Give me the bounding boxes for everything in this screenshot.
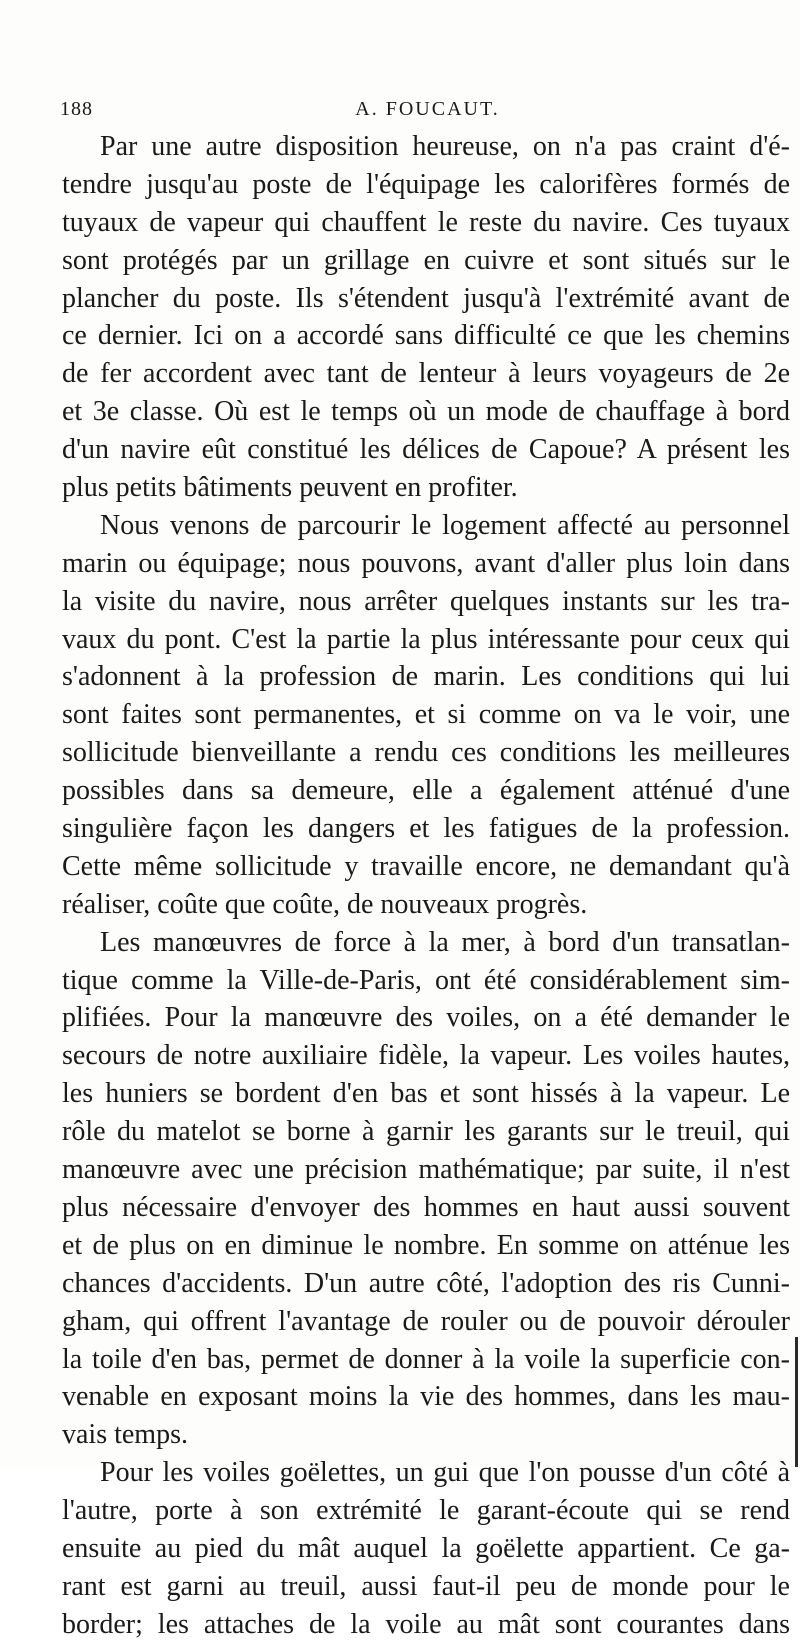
text-line: plifiées. Pour la manœuvre des voiles, on a été demander le: [62, 1002, 790, 1034]
page-number: 188: [60, 98, 93, 120]
text-line: tique comme la Ville-de-Paris, ont été considérablement sim-: [62, 964, 790, 996]
page-edge-mark: [795, 1337, 798, 1467]
text-line: singulière façon les dangers et les fatigues de la profession.: [62, 813, 790, 845]
text-line: Cette même sollicitude y travaille encore, ne demandant qu'à: [62, 850, 790, 882]
text-line: Nous venons de parcourir le logement affecté au personnel: [100, 509, 790, 541]
text-line: marin ou équipage; nous pouvons, avant d'aller plus loin dans: [62, 547, 790, 579]
text-line: tendre jusqu'au poste de l'équipage les calorifères formés de: [62, 168, 790, 200]
body-text: [62, 128, 790, 1644]
text-line: venable en exposant moins la vie des hommes, dans les mau-: [62, 1381, 790, 1413]
text-line: sont faites sont permanentes, et si comme on va le voir, une: [62, 699, 790, 731]
text-line: secours de notre auxiliaire fidèle, la vapeur. Les voiles hautes,: [62, 1040, 790, 1072]
text-line: manœuvre avec une précision mathématique; par suite, il n'est: [62, 1154, 790, 1186]
text-line: vaux du pont. C'est la partie la plus intéressante pour ceux qui: [62, 623, 790, 655]
text-line: les huniers se bordent d'en bas et sont hissés à la vapeur. Le: [62, 1078, 790, 1110]
text-line: sollicitude bienveillante a rendu ces conditions les meilleures: [62, 737, 790, 769]
text-line: la visite du navire, nous arrêter quelques instants sur les tra-: [62, 585, 790, 617]
text-line: l'autre, porte à son extrémité le garant-écoute qui se rend: [62, 1495, 790, 1527]
text-line: réaliser, coûte que coûte, de nouveaux progrès.: [62, 888, 588, 920]
text-line: chances d'accidents. D'un autre côté, l'adoption des ris Cunni-: [62, 1267, 790, 1299]
text-line: la toile d'en bas, permet de donner à la voile la superficie con-: [62, 1343, 790, 1375]
text-line: et 3e classe. Où est le temps où un mode de chauffage à bord: [62, 396, 790, 428]
text-line: Pour les voiles goëlettes, un gui que l'on pousse d'un côté à: [100, 1457, 790, 1489]
text-line: sont protégés par un grillage en cuivre et sont situés sur le: [62, 244, 790, 276]
text-line: border; les attaches de la voile au mât sont courantes dans: [62, 1608, 790, 1640]
text-line: rant est garni au treuil, aussi faut-il peu de monde pour le: [62, 1570, 790, 1602]
text-line: ce dernier. Ici on a accordé sans difficulté ce que les chemins: [62, 320, 790, 352]
text-line: Par une autre disposition heureuse, on n'a pas craint d'é-: [100, 131, 790, 162]
text-line: ensuite au pied du mât auquel la goëlette appartient. Ce ga-: [62, 1532, 790, 1564]
text-line: s'adonnent à la profession de marin. Les conditions qui lui: [62, 661, 790, 693]
text-line: rôle du matelot se borne à garnir les garants sur le treuil, qui: [62, 1116, 790, 1148]
text-line: plancher du poste. Ils s'étendent jusqu'à l'extrémité avant de: [62, 282, 790, 314]
text-line: Les manœuvres de force à la mer, à bord d'un transatlan-: [100, 926, 790, 958]
text-line: et de plus on en diminue le nombre. En somme on atténue les: [62, 1229, 790, 1261]
text-line: d'un navire eût constitué les délices de Capoue? A présent les: [62, 434, 790, 466]
text-line: plus petits bâtiments peuvent en profiter.: [62, 472, 518, 504]
text-line: de fer accordent avec tant de lenteur à leurs voyageurs de 2e: [62, 358, 790, 390]
text-line: plus nécessaire d'envoyer des hommes en haut aussi souvent: [62, 1191, 790, 1223]
text-line: possibles dans sa demeure, elle a également atténué d'une: [62, 775, 790, 807]
text-line: gham, qui offrent l'avantage de rouler ou de pouvoir dérouler: [62, 1305, 790, 1337]
page-header: [60, 98, 795, 128]
text-line: tuyaux de vapeur qui chauffent le reste du navire. Ces tuyaux: [62, 206, 790, 238]
running-title: A. FOUCAUT.: [355, 98, 500, 120]
text-line: vais temps.: [62, 1419, 188, 1451]
